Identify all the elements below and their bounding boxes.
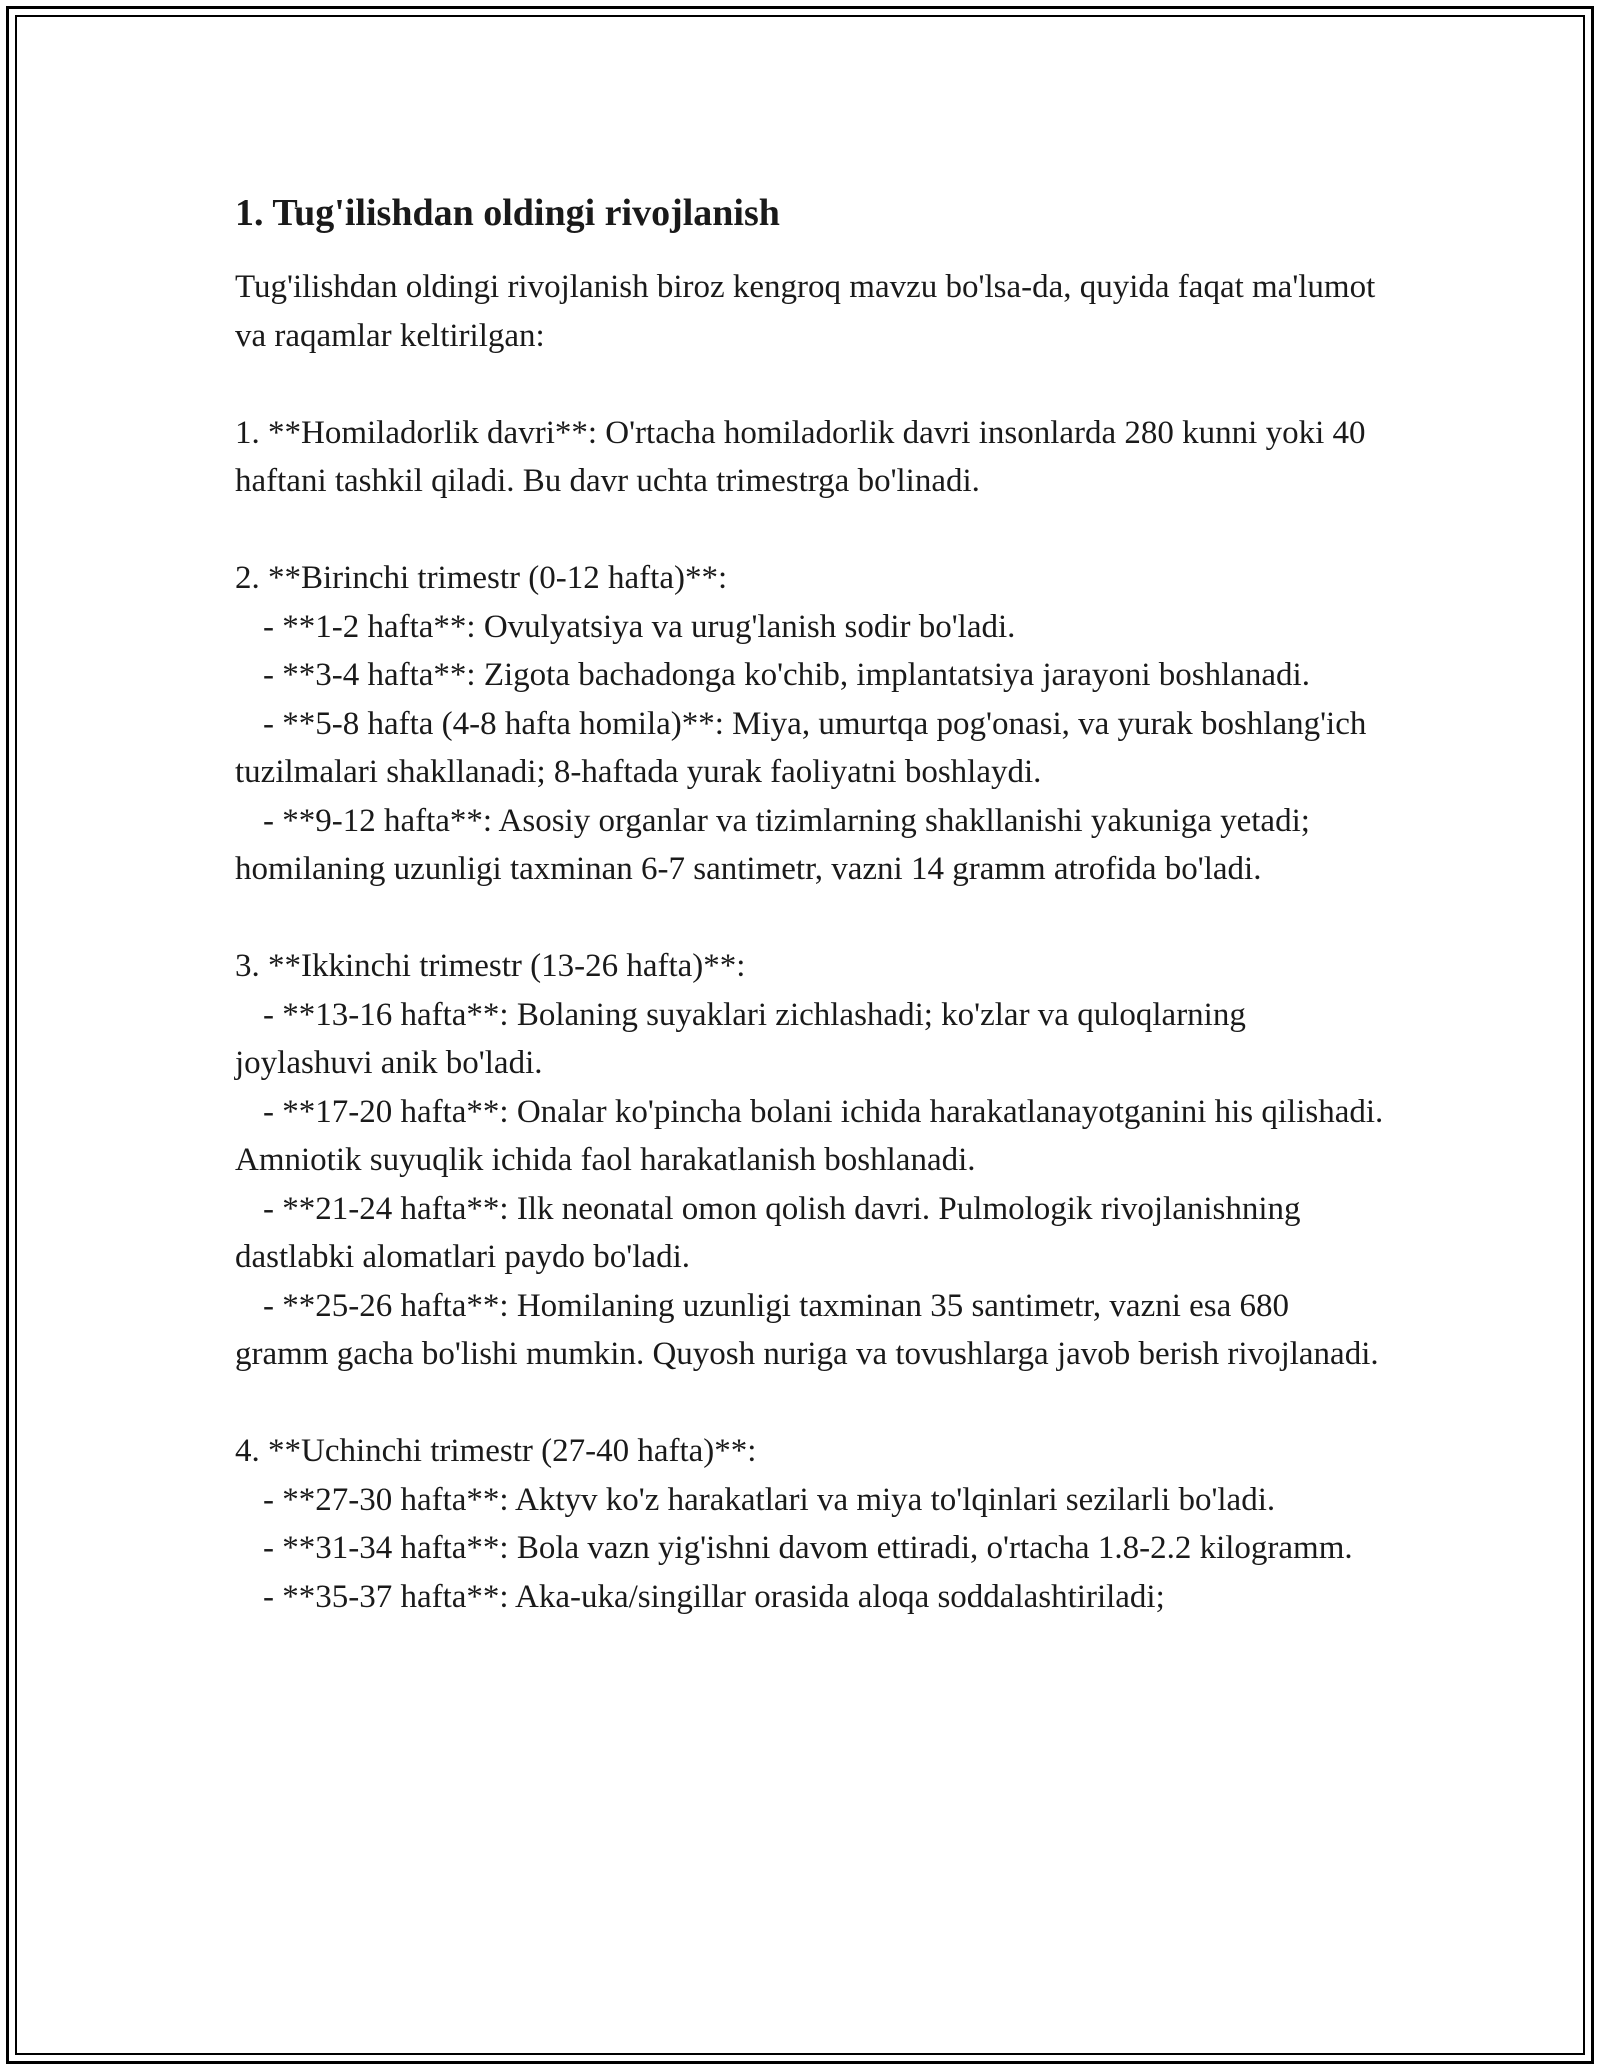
spacer — [235, 360, 1385, 409]
spacer — [235, 1379, 1385, 1428]
list-item-weeks-27-30: - **27-30 hafta**: Aktyv ko'z harakatlari va miya to'lqinlari sezilarli bo'ladi. — [263, 1481, 1276, 1518]
list-item-weeks-25-26: - **25-26 hafta**: Homilaning uzunligi taxminan 35 santimetr, vazni esa 680 gramm gacha bo'lishi mumkin. Quyosh nuriga va tovushlarga javob berish rivojlanadi. — [235, 1287, 1379, 1372]
list-item-weeks-5-8: - **5-8 hafta (4-8 hafta homila)**: Miya, umurtqa pog'onasi, va yurak boshlang'ich tuzilmalari shakllanadi; 8-haftada yurak faoliyatni boshlaydi. — [235, 705, 1375, 790]
list-item-weeks-17-20: - **17-20 hafta**: Onalar ko'pincha bolani ichida harakatlanayotganini his qilishadi. Amniotik suyuqlik ichida faol harakatlanish boshlanadi. — [235, 1093, 1390, 1178]
list-item-weeks-21-24: - **21-24 hafta**: Ilk neonatal omon qolish davri. Pulmologik rivojlanishning dastlabki alomatlari paydo bo'ladi. — [235, 1190, 1309, 1275]
list-item-weeks-13-16: - **13-16 hafta**: Bolaning suyaklari zichlashadi; ko'zlar va quloqlarning joylashuvi anik bo'ladi. — [235, 996, 1255, 1081]
list-item-weeks-3-4: - **3-4 hafta**: Zigota bachadonga ko'chib, implantatsiya jarayoni boshlanadi. — [263, 657, 1310, 693]
list-item-weeks-1-2: - **1-2 hafta**: Ovulyatsiya va urug'lanish sodir bo'ladi. — [263, 608, 1016, 645]
page-title: 1. Tug'ilishdan oldingi rivojlanish — [235, 192, 780, 234]
intro-paragraph: Tug'ilishdan oldingi rivojlanish biroz kengroq mavzu bo'lsa-da, quyida faqat ma'lumot va raqamlar keltirilgan: — [235, 269, 1384, 354]
spacer — [235, 894, 1385, 943]
list-item-second-trimester-title: 3. **Ikkinchi trimestr (13-26 hafta)**: — [235, 948, 746, 984]
list-item-gestation: 1. **Homiladorlik davri**: O'rtacha homiladorlik davri insonlarda 280 kunni yoki 40 haftani tashkil qiladi. Bu davr uchta trimestrga bo'linadi. — [235, 414, 1374, 499]
list-item-third-trimester-title: 4. **Uchinchi trimestr (27-40 hafta)**: — [235, 1433, 757, 1469]
list-item-first-trimester-title: 2. **Birinchi trimestr (0-12 hafta)**: — [235, 560, 728, 596]
list-item-weeks-9-12: - **9-12 hafta**: Asosiy organlar va tizimlarning shakllanishi yakuniga yetadi; homilaning uzunligi taxminan 6-7 santimetr, vazni 14 gramm atrofida bo'ladi. — [235, 802, 1319, 887]
document-body — [235, 185, 1390, 1621]
list-item-weeks-35-37: - **35-37 hafta**: Aka-uka/singillar orasida aloqa soddalashtiriladi; — [263, 1578, 1165, 1615]
list-item-weeks-31-34: - **31-34 hafta**: Bola vazn yig'ishni davom ettiradi, o'rtacha 1.8-2.2 kilogramm. — [263, 1530, 1353, 1566]
spacer — [235, 506, 1385, 555]
